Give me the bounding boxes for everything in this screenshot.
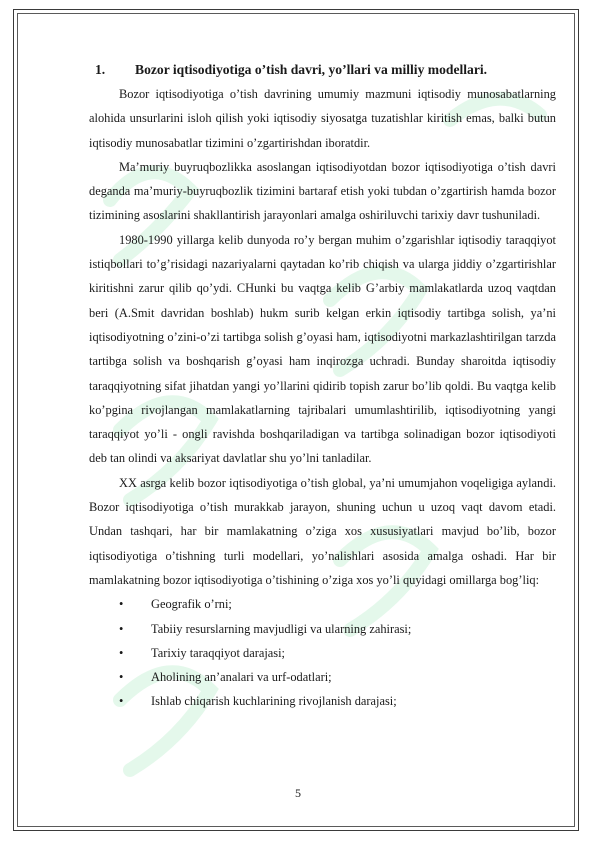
- paragraph-2: Ma’muriy buyruqbozlikka asoslangan iqtisodiyotdan bozor iqtisodiyotiga o’tish davri deganda ma’muriy-buyruqbozlik tizimini bartaraf etish yoki tubdan o’zgartirish hamda bozor tizimining asoslarini shakllantirish jarayonlari amalga oshiriluvchi tarixiy davr tushuniladi.: [89, 159, 556, 223]
- list-item: • Tabiiy resurslarning mavjudligi va ularning zahirasi;: [89, 617, 556, 641]
- page-number: 5: [295, 786, 301, 800]
- paragraph-1: Bozor iqtisodiyotiga o’tish davrining umumiy mazmuni iqtisodiy munosabatlarning alohida unsurlarini isloh qilish yoki iqtisodiy siyosatga tuzatishlar kiritish emas, balki butun iqtisodiy munosabatlar tizimini o’zgartirishdan iboratdir.: [89, 87, 556, 150]
- bullet-icon: •: [119, 670, 124, 685]
- bullet-icon: •: [119, 621, 124, 636]
- list-item: • Aholining an’analari va urf-odatlari;: [89, 665, 556, 689]
- section-heading: [89, 58, 556, 82]
- document-body: [89, 58, 556, 714]
- bullet-icon: •: [119, 645, 124, 660]
- section-number: 1.: [95, 62, 106, 77]
- list-item: • Ishlab chiqarish kuchlarining rivojlanish darajasi;: [89, 689, 556, 713]
- factors-list: [89, 592, 556, 713]
- paragraph-4: XX asrga kelib bozor iqtisodiyotiga o’tish global, ya’ni umumjahon voqeligiga aylandi. Bozor iqtisodiyotiga o’tish murakkab jarayon, shuning uchun u uzoq vaqt davom etadi. Undan tashqari, har bir mamlakatning o’ziga xos xususiyatlari mavjud bo’lib, bozor iqtisodiyotiga o’tishning turli modellari, yo’nalishlari asosida amalga oshadi. Har bir mamlakatning bozor iqtisodiyotiga o’tishining o’ziga xos yo’li quyidagi omillarga bog’liq:: [89, 475, 556, 587]
- bullet-icon: •: [119, 597, 124, 612]
- paragraph-3: 1980-1990 yillarga kelib dunyoda ro’y bergan muhim o’zgarishlar iqtisodiy taraqqiyot istiqbollari to’g’risidagi nazariyalarni qaytadan ko’rib chiqish va ularga jiddiy o’zgartirishlar kiritishni zarur qilib qo’ydi. CHunki bu vaqtga kelib G’arbiy mamlakatlarda uzoq vaqtdan beri (A.Smit davridan boshlab) hukm surib kelgan erkin iqtisodiy tartibga solish, ya’ni iqtisodiyotning o’zini-o’zi tartibga solish g’oyasi ham, iqtisodiyotni markazlashtirilgan tarzda tartibga solish va boshqarish g’oyasi ham inqirozga uchradi. Bunday sharoitda iqtisodiy taraqqiyotning sifat jihatdan yangi yo’llarini qidirib topish zarur bo’lib qoldi. Bu vaqtga kelib ko’pgina rivojlangan mamlakatlarning tajribalari umumlashtirilib, iqtisodiyotning yangi taraqqiyot yo’li - ongli ravishda boshqariladigan va tartibga solinadigan bozor iqtisodiyoti deb tan olindi va aksariyat davlatlar shu yo’lni tanladilar.: [89, 232, 556, 466]
- list-item: • Tarixiy taraqqiyot darajasi;: [89, 641, 556, 665]
- list-item: • Geografik o’rni;: [89, 592, 556, 616]
- bullet-icon: •: [119, 694, 124, 709]
- section-title: Bozor iqtisodiyotiga o’tish davri, yo’llari va milliy modellari.: [135, 62, 488, 77]
